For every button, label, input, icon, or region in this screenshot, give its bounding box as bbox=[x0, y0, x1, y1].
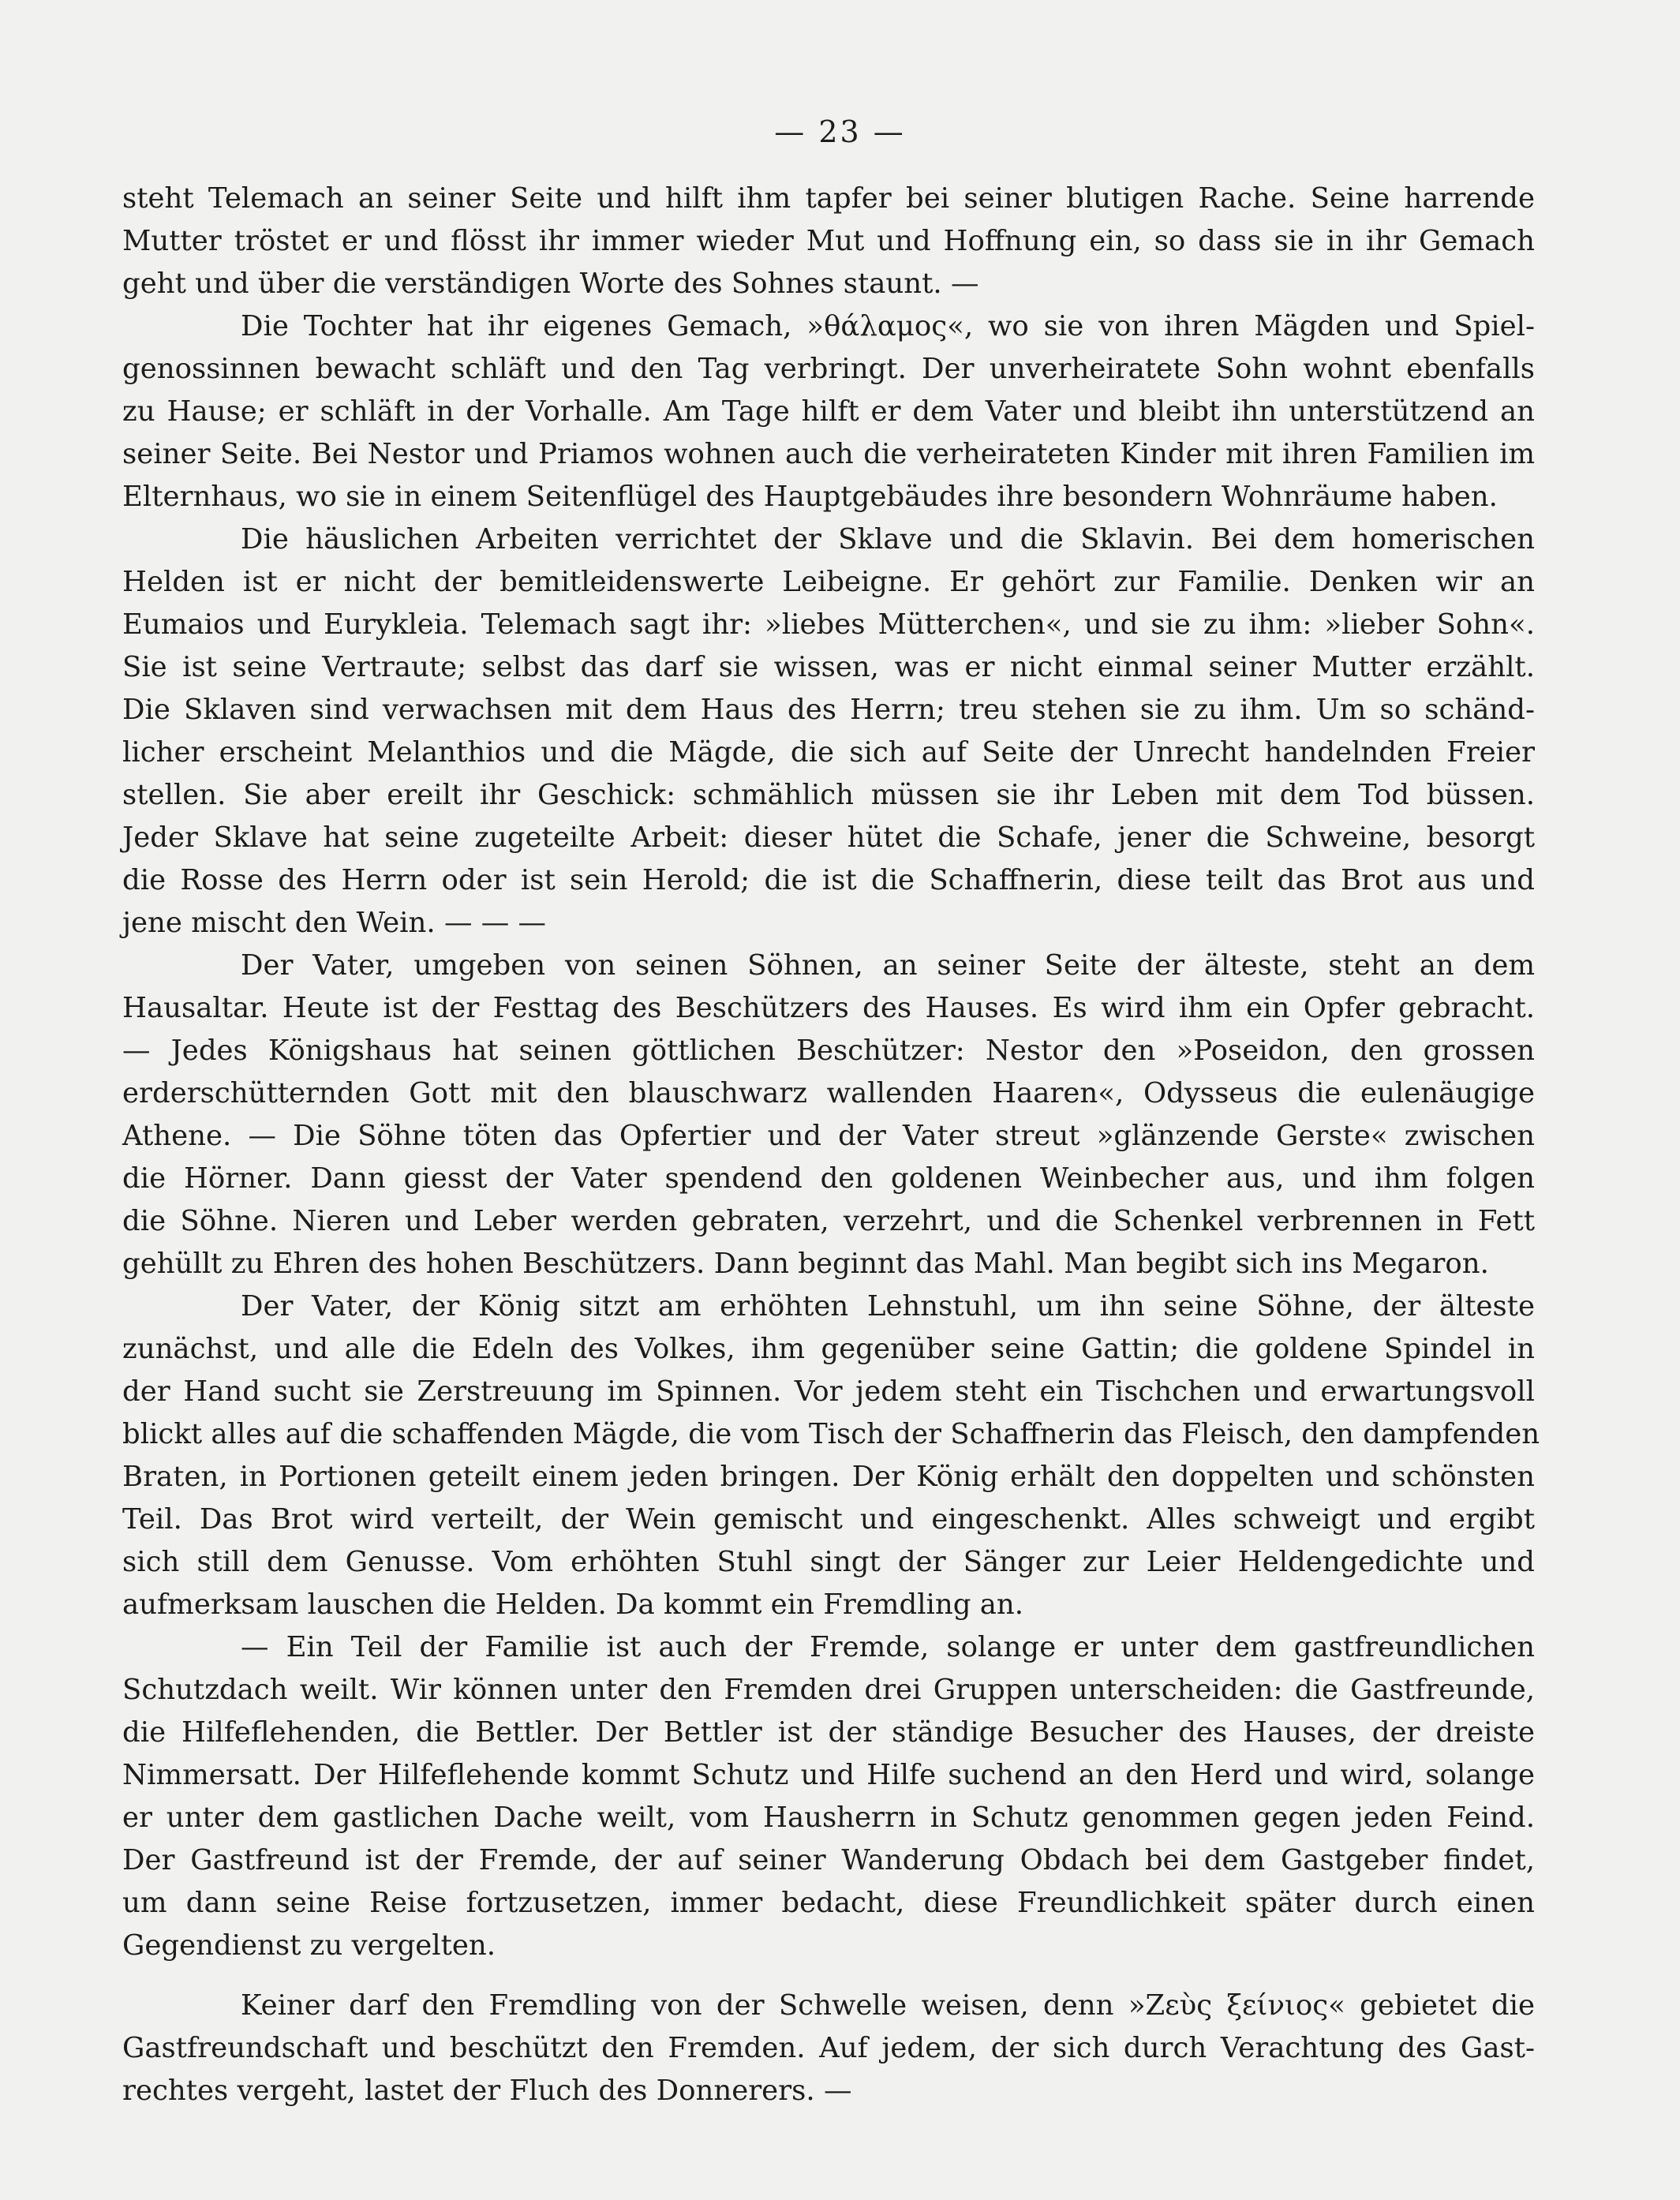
paragraph bbox=[122, 518, 1535, 945]
text-line: Der Gastfreund ist der Fremde, der auf seiner Wanderung Obdach bei dem Gastgeber findet, bbox=[122, 1844, 1535, 1876]
text-line: Elternhaus, wo sie in einem Seitenflügel des Hauptgebäudes ihre besondern Wohnräume haben. bbox=[122, 481, 1498, 513]
text-line: stellen. Sie aber ereilt ihr Geschick: schmählich müssen sie ihr Leben mit dem Tod büssen. bbox=[122, 779, 1535, 811]
text-line: Der Vater, umgeben von seinen Söhnen, an seiner Seite der älteste, steht an dem bbox=[241, 949, 1535, 982]
text-line: die Rosse des Herrn oder ist sein Herold; die ist die Schaffnerin, diese teilt das Brot aus und bbox=[122, 864, 1535, 896]
paragraph-gap bbox=[122, 1967, 1535, 1985]
text-line: Die Sklaven sind verwachsen mit dem Haus des Herrn; treu stehen sie zu ihm. Um so schänd- bbox=[122, 694, 1535, 726]
text-line: Braten, in Portionen geteilt einem jeden bringen. Der König erhält den doppelten und schönsten bbox=[122, 1461, 1535, 1493]
text-line: licher erscheint Melanthios und die Mägde, die sich auf Seite der Unrecht handelnden Freier bbox=[122, 736, 1535, 769]
text-line: zunächst, und alle die Edeln des Volkes, ihm gegenüber seine Gattin; die goldene Spindel in bbox=[122, 1333, 1535, 1365]
text-line: zu Hause; er schläft in der Vorhalle. Am Tage hilft er dem Vater und bleibt ihn unterstützend an bbox=[122, 395, 1535, 428]
text-line: gehüllt zu Ehren des hohen Beschützers. Dann beginnt das Mahl. Man begibt sich ins Megaron. bbox=[122, 1248, 1489, 1280]
text-line: rechtes vergeht, lastet der Fluch des Donnerers. — bbox=[122, 2075, 852, 2107]
text-line: Gastfreundschaft und beschützt den Fremden. Auf jedem, der sich durch Verachtung des Gast- bbox=[122, 2032, 1535, 2064]
text-line: Die Tochter hat ihr eigenes Gemach, »θάλαμος«, wo sie von ihren Mägden und Spiel- bbox=[241, 310, 1535, 342]
text-line: sich still dem Genusse. Vom erhöhten Stuhl singt der Sänger zur Leier Heldengedichte und bbox=[122, 1546, 1535, 1578]
text-line: geht und über die verständigen Worte des Sohnes staunt. — bbox=[122, 268, 979, 300]
text-line: die Söhne. Nieren und Leber werden gebraten, verzehrt, und die Schenkel verbrennen in Fett bbox=[122, 1205, 1535, 1237]
text-line: blickt alles auf die schaffenden Mägde, die vom Tisch der Schaffnerin das Fleisch, den dampfenden bbox=[122, 1418, 1540, 1450]
page-number: — 23 — bbox=[774, 114, 906, 149]
text-line: genossinnen bewacht schläft und den Tag verbringt. Der unverheiratete Sohn wohnt ebenfalls bbox=[122, 353, 1535, 385]
text-line: Der Vater, der König sitzt am erhöhten Lehnstuhl, um ihn seine Söhne, der älteste bbox=[241, 1290, 1535, 1323]
text-line: aufmerksam lauschen die Helden. Da kommt ein Fremdling an. bbox=[122, 1588, 1024, 1621]
text-line: Athene. — Die Söhne töten das Opfertier und der Vater streut »glänzende Gerste« zwischen bbox=[122, 1120, 1535, 1152]
body-text bbox=[122, 178, 1540, 2112]
text-line: Nimmersatt. Der Hilfeflehende kommt Schutz und Hilfe suchend an den Herd und wird, solange bbox=[122, 1759, 1535, 1791]
text-line: Jeder Sklave hat seine zugeteilte Arbeit: dieser hütet die Schafe, jener die Schweine, besorgt bbox=[122, 821, 1535, 854]
paragraph bbox=[122, 945, 1535, 1285]
text-line: der Hand sucht sie Zerstreuung im Spinnen. Vor jedem steht ein Tischchen und erwartungsvoll bbox=[122, 1375, 1535, 1408]
text-line: Helden ist er nicht der bemitleidenswerte Leibeigne. Er gehört zur Familie. Denken wir an bbox=[122, 566, 1535, 598]
text-line: seiner Seite. Bei Nestor und Priamos wohnen auch die verheirateten Kinder mit ihren Familien im bbox=[122, 438, 1535, 470]
text-line: Schutzdach weilt. Wir können unter den Fremden drei Gruppen unterscheiden: die Gastfreunde, bbox=[122, 1674, 1535, 1706]
text-line: Die häuslichen Arbeiten verrichtet der Sklave und die Sklavin. Bei dem homerischen bbox=[241, 523, 1535, 556]
text-line: jene mischt den Wein. — — — bbox=[122, 907, 547, 939]
text-line: die Hörner. Dann giesst der Vater spendend den goldenen Weinbecher aus, und ihm folgen bbox=[122, 1162, 1535, 1195]
paragraph bbox=[122, 305, 1535, 518]
paragraph bbox=[122, 1285, 1540, 1626]
text-line: er unter dem gastlichen Dache weilt, vom Hausherrn in Schutz genommen gegen jeden Feind. bbox=[122, 1802, 1535, 1834]
text-line: Keiner darf den Fremdling von der Schwelle weisen, denn »Ζεὺς ξείνιος« gebietet die bbox=[241, 1989, 1535, 2022]
text-line: Eumaios und Eurykleia. Telemach sagt ihr: »liebes Mütterchen«, und sie zu ihm: »lieber Sohn«. bbox=[122, 608, 1535, 641]
paragraph bbox=[122, 178, 1535, 305]
text-line: steht Telemach an seiner Seite und hilft ihm tapfer bei seiner blutigen Rache. Seine harrende bbox=[122, 182, 1535, 215]
text-line: — Jedes Königshaus hat seinen göttlichen Beschützer: Nestor den »Poseidon, den grossen bbox=[122, 1035, 1535, 1067]
text-line: die Hilfeflehenden, die Bettler. Der Bettler ist der ständige Besucher des Hauses, der dreiste bbox=[122, 1716, 1535, 1749]
text-line: Gegendienst zu vergelten. bbox=[122, 1929, 496, 1962]
paragraph bbox=[122, 1626, 1535, 1967]
text-line: erderschütternden Gott mit den blauschwarz wallenden Haaren«, Odysseus die eulenäugige bbox=[122, 1077, 1535, 1109]
text-line: Sie ist seine Vertraute; selbst das darf sie wissen, was er nicht einmal seiner Mutter erzählt. bbox=[122, 651, 1535, 683]
text-line: — Ein Teil der Familie ist auch der Fremde, solange er unter dem gastfreundlichen bbox=[241, 1631, 1535, 1663]
paragraph bbox=[122, 1985, 1535, 2112]
text-line: um dann seine Reise fortzusetzen, immer bedacht, diese Freundlichkeit später durch einen bbox=[122, 1887, 1535, 1919]
text-line: Hausaltar. Heute ist der Festtag des Beschützers des Hauses. Es wird ihm ein Opfer gebracht. bbox=[122, 992, 1535, 1024]
text-line: Mutter tröstet er und flösst ihr immer wieder Mut und Hoffnung ein, so dass sie in ihr Gemach bbox=[122, 225, 1535, 257]
text-line: Teil. Das Brot wird verteilt, der Wein gemischt und eingeschenkt. Alles schweigt und ergibt bbox=[122, 1503, 1535, 1536]
